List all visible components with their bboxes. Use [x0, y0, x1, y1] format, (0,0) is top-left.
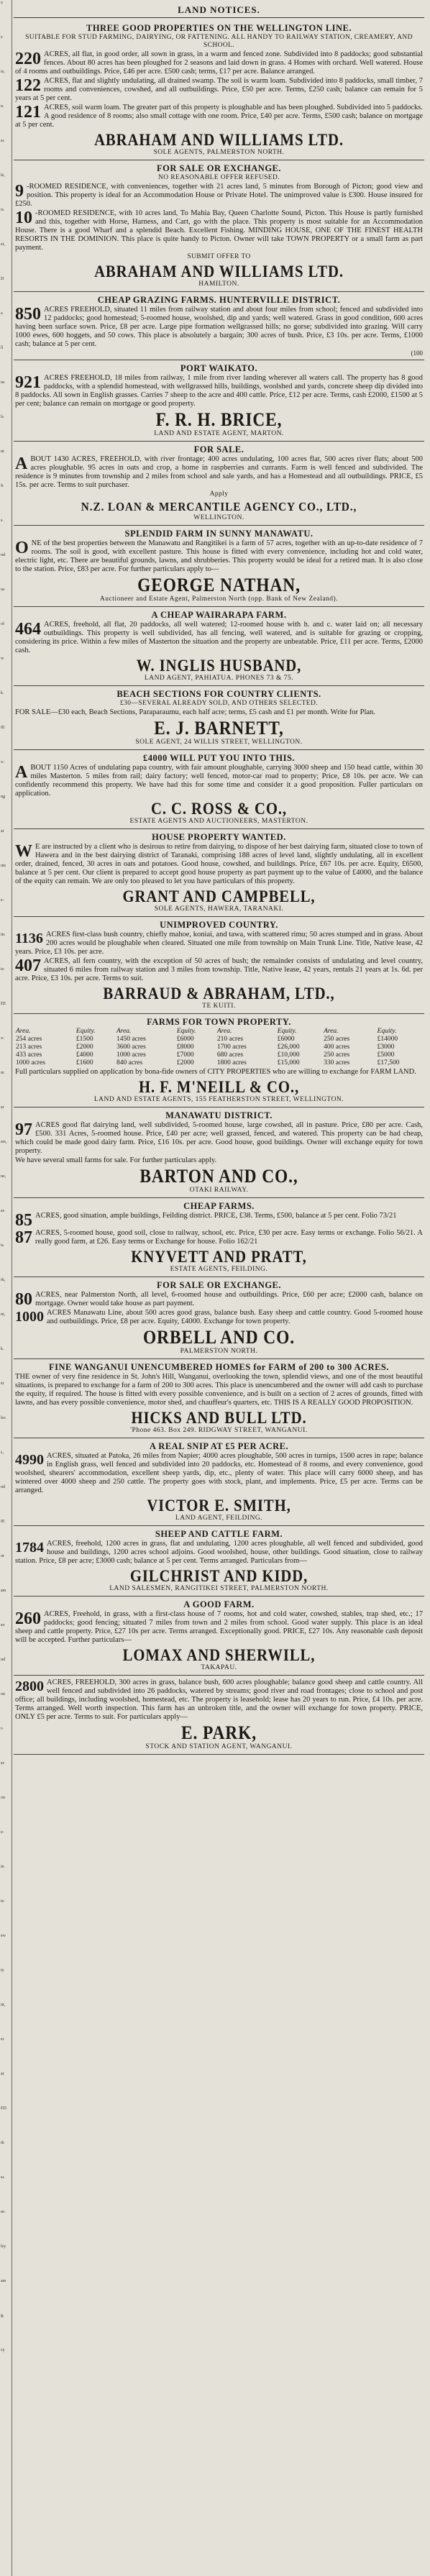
paragraph-text: ACRES, FREEHOLD, 300 acres in grass, balance bush, 600 acres ploughable; balance good sheep and cattle country. All well fenced and subdivided into 26 paddocks, watered by streams; good river and road frontages; close to school and post office; all buildings, including woolshed, homestead, etc. The property is leasehold; lease has 20 years to run. Price, £4 10s. per acre. Terms arranged. Well worth inspection. This farm has an unbroken title, and the owner will exchange for town property. PRICE, ONLY £5 per acre. Terms to suit. For particulars apply—: [15, 1678, 423, 1721]
margin-fragment: to: [1, 967, 4, 972]
margin-fragment: x-: [1, 760, 4, 764]
notice-block: [14, 360, 424, 442]
margin-fragment: in: [1, 1865, 4, 1869]
margin-fragment: g,: [1, 2314, 4, 2318]
paragraph-text: ACRES, freehold, 1200 acres in grass, flat and undulating, 1200 acres ploughable, all well fenced and subdivided, good house and buildings, 1200 acres school adjoins. Good woolshed, house, other buildings. Good situation, close to railway station. Price, £8 per acre; £3000 cash; balance at 5 per cent. Terms arranged. Particulars from—: [15, 1540, 423, 1565]
notice-paragraph: [15, 1678, 423, 1722]
table-cell: 400 acres: [324, 1043, 350, 1051]
margin-fragment: e: [1, 35, 3, 40]
margin-fragment: k.: [1, 1347, 4, 1351]
notice-heading: PORT WAIKATO.: [180, 363, 258, 373]
paragraph-text: BOUT 1150 Acres of undulating papa country, with fair amount ploughable, carrying 3000 sheep and 150 head cattle, within 30 miles Masterton. 5 miles from rail; dairy factory; well fenced, motor-car road to property; Price, £8 10s. per acre. We can confidently recommend this property. We have had this for some time and consider it a good proposition. Fuller particulars on application.: [15, 764, 423, 798]
agent-name: VICTOR E. SMITH,: [147, 1497, 291, 1515]
paragraph-text: ACRES, soil warm loam. The greater part of this property is ploughable and has been ploughed. Subdivided into 5 paddocks. A good residence of 8 rooms; also small cottage with one room. Price, £40 per acre. Terms, £500 cash; balance on mortgage at 5 per cent.: [15, 104, 423, 129]
notice-paragraph: [15, 50, 423, 76]
notice-subheading: NO REASONABLE OFFER REFUSED.: [157, 174, 280, 181]
lead-figure: 87: [15, 1228, 32, 1247]
table-cell: 3600 acres: [116, 1043, 146, 1051]
notice-block: [14, 526, 424, 607]
lead-figure: 464: [15, 620, 41, 639]
margin-fragment: ie,: [1, 70, 5, 74]
agent-name: BARRAUD & ABRAHAM, LTD.,: [103, 985, 335, 1002]
notice-paragraph: [15, 1121, 423, 1156]
margin-fragment: ED: [1, 2106, 6, 2111]
table-row: [15, 1051, 423, 1059]
notice-heading: A REAL SNIP AT £5 PER ACRE.: [149, 1441, 289, 1451]
notice-paragraph: [15, 374, 423, 408]
margin-fragment: le,: [1, 173, 5, 178]
notice-paragraph: [15, 931, 423, 956]
notice-block: [14, 1277, 424, 1359]
table-cell: £1500: [76, 1036, 93, 1043]
margin-fragment: ts: [1, 1243, 4, 1248]
notice-subheading: £30—SEVERAL ALREADY SOLD, AND OTHERS SELECTED.: [120, 700, 318, 707]
table-cell: £6000: [277, 1036, 295, 1043]
table-cell: £4000: [76, 1051, 93, 1059]
margin-fragment: n.: [1, 104, 4, 109]
notice-block: [14, 1359, 424, 1438]
table-cell: 680 acres: [216, 1051, 244, 1059]
notice-paragraph: [15, 1452, 423, 1495]
paragraph-text: ACRES, all fern country, with the exception of 50 acres of bush; the remainder consists of undulating and level country, situated 6 miles from railway station and 3 miles from township. Title, Native lease, 42 years, rentals 21 years at 1s. 6d. per acre. Price, £3 10s. per acre. Terms to suit.: [15, 957, 423, 982]
agent-name: GRANT AND CAMPBELL,: [122, 887, 316, 905]
agent-address: WELLINGTON.: [193, 514, 244, 521]
lead-figure: 97: [15, 1120, 32, 1139]
left-margin-column: [0, 0, 12, 2576]
notice-paragraph: [15, 306, 423, 349]
margin-fragment: ley: [1, 2244, 6, 2249]
lead-figure: W: [15, 842, 32, 861]
agent-address: SOLE AGENTS, PALMERSTON NORTH.: [153, 149, 285, 156]
margin-fragment: cy: [1, 2348, 5, 2352]
table-cell: £10,000: [277, 1051, 300, 1059]
paragraph-text: We have several small farms for sale. For further particulars apply.: [15, 1156, 217, 1164]
margin-fragment: nt,: [1, 1312, 6, 1317]
notice-block: [14, 1676, 424, 1755]
agent-address: SOLE AGENT, 24 WILLIS STREET, WELLINGTON.: [135, 739, 303, 746]
notice-paragraph: [15, 1229, 423, 1246]
margin-fragment: nt,: [1, 2003, 6, 2007]
agent-address: LAND AGENT, FEILDING.: [175, 1515, 263, 1522]
page-header: LAND NOTICES.: [14, 4, 424, 18]
notice-block: [14, 607, 424, 686]
lead-figure: 10: [15, 209, 32, 227]
agent-address: Auctioneer and Estate Agent, Palmerston North (opp. Bank of New Zealand).: [99, 595, 339, 603]
agent-name: H. F. M'NEILL & CO.,: [138, 1078, 300, 1096]
table-cell: £14000: [377, 1036, 398, 1043]
lead-figure: 4990: [15, 1452, 44, 1468]
table-cell: £2000: [176, 1059, 194, 1067]
agent-name: C. C. ROSS & CO.,: [151, 800, 287, 818]
agent-address: LAND SALESMEN, RANGITIKEI STREET, PALMERSTON NORTH.: [109, 1585, 329, 1592]
notice-heading: £4000 WILL PUT YOU INTO THIS.: [142, 753, 296, 763]
agent-name: ABRAHAM AND WILLIAMS LTD.: [94, 262, 344, 280]
margin-fragment: ss: [1, 2175, 4, 2180]
margin-fragment: nd: [1, 1658, 5, 1662]
notice-paragraph: [15, 209, 423, 252]
lead-figure: 921: [15, 373, 41, 392]
agent-address: TAKAPAU.: [201, 1664, 237, 1671]
notice-paragraph: [15, 455, 423, 490]
paragraph-text: ACRES, freehold, all flat, 20 paddocks, all well watered; 12-roomed house with h. and c. water laid on; all necessary outbuildings. This property is well subdivided, has all fencing, well watered, and is suitable for grazing or cropping, considering its price. Within a few miles of Masterton the situation and the property are unbeatable. Price, £11 per acre. Terms, £2000 cash.: [15, 621, 423, 654]
paragraph-text: ACRES, near Palmerston North, all level, 6-roomed house and outbuildings. Price, £60 per acre; £2000 cash, balance on mortgage. Owner would take house as part payment.: [35, 1291, 423, 1307]
margin-fragment: ng: [1, 795, 5, 799]
table-cell: 1800 acres: [216, 1059, 247, 1067]
notice-paragraph: [15, 843, 423, 886]
lead-figure: O: [15, 539, 29, 557]
submit-line: SUBMIT OFFER TO: [187, 253, 251, 260]
lead-figure: 9: [15, 182, 24, 201]
agent-name: KNYVETT AND PRATT,: [131, 1248, 307, 1266]
notice-heading: FOR SALE OR EXCHANGE.: [156, 163, 282, 173]
agent-address: ESTATE AGENTS, FEILDING.: [170, 1266, 268, 1273]
margin-fragment: et: [1, 2037, 4, 2042]
margin-fragment: a: [1, 311, 3, 316]
paragraph-text: ACRES good flat dairying land, well subdivided, 5-roomed house, large cowshed, all in pasture. Price, £80 per acre. Cash, £500. 331 Acres, 5-roomed house. Price, £40 per acre; well grassed, fenced, and watered. This property can be had cheap, which could be made good dairy farm. Price, £16 10s. per acre. Good house, good buildings. Owner will exchange equity for town property.: [15, 1121, 423, 1155]
notice-heading: MANAWATU DISTRICT.: [165, 1110, 273, 1120]
paragraph-text: ACRES FREEHOLD, situated 11 miles from railway station and about four miles from school; fenced and subdivided into 12 paddocks; good homestead; 5-roomed house, woolshed, dip and yards; well watered. Grass in good condition, 600 acres having been surface sown. Price, £8 per acre. Large pipe formation wellgrassed hills; no gorse; subdivided into grazing. Will carry 1000 ewes, 600 hoggets, and 50 cows. This place is absolutely a bargain; 300 acres of bush. Price, £3 10s. per acre. Terms, £1000 cash; balance at 5 per cent.: [15, 306, 423, 348]
paragraph-text: ACRES, situated at Patoka, 26 miles from Napier; 4000 acres ploughable, 500 acres in turnips, 1500 acres in rape; balance in English grass, well fenced and subdivided into 20 paddocks, etc. Homestead of 8 rooms, and every convenience, good woolshed, shearers' accommodation, excellent sheep yards, dip, etc., plenty of water. This place will carry 6000 sheep, and has wintered over 4000 sheep and 250 cattle. The property goes with stock, plant, and implements. Price, £5 per acre. Terms can be arranged.: [15, 1452, 423, 1494]
margin-fragment: to: [1, 1899, 4, 1904]
table-header-cell: Equity.: [176, 1028, 196, 1035]
margin-fragment: se: [1, 1761, 4, 1766]
agent-address: ESTATE AGENTS AND AUCTIONEERS, MASTERTON.: [129, 818, 308, 825]
table-cell: £15,000: [277, 1059, 300, 1067]
margin-fragment: uts: [1, 864, 6, 868]
notice-heading: THREE GOOD PROPERTIES ON THE WELLINGTON LINE.: [86, 23, 352, 33]
agent-address: 'Phone 463. Box 249. RIDGWAY STREET, WANGANUI.: [130, 1427, 308, 1434]
table-cell: £17,500: [377, 1059, 400, 1067]
margin-fragment: et: [1, 1381, 4, 1386]
table-cell: 210 acres: [216, 1036, 244, 1043]
table-header-cell: Area.: [116, 1028, 132, 1035]
margin-fragment: or: [1, 1554, 4, 1558]
table-cell: 250 acres: [324, 1051, 350, 1059]
agent-name: F. R. H. BRICE,: [155, 409, 283, 430]
table-row: [15, 1043, 423, 1051]
table-cell: £1600: [76, 1059, 93, 1067]
margin-fragment: at: [1, 829, 4, 833]
notice-block: [14, 1438, 424, 1526]
notice-paragraph: [15, 764, 423, 798]
table-cell: 250 acres: [324, 1036, 350, 1043]
notice-subheading: SUITABLE FOR STUD FARMING, DAIRYING, OR FATTENING. ALL HANDY TO RAILWAY STATION, CREAMERY, AND SCHOOL.: [25, 34, 413, 49]
notice-paragraph: [15, 621, 423, 655]
margin-fragment: ss: [1, 139, 4, 143]
notice-block: [14, 20, 424, 160]
table-row: [15, 1059, 423, 1067]
margin-fragment: on: [1, 1692, 5, 1696]
notice-heading: CHEAP GRAZING FARMS. HUNTERVILLE DISTRICT.: [97, 295, 341, 305]
paragraph-text: ACRES, Freehold, in grass, with a first-class house of 7 rooms, hot and cold water, cowshed, stables, trap shed, etc.; 17 paddocks; good fencing; situated 7 miles from town and 2 miles from school. Good water supply. This place is an ideal sheep and cattle property. Price, £27 10s per acre. Terms arranged. Exceptionally good. PRICE, £27 10s. Any reasonable cash deposit will be accepted. Further particulars—: [15, 1610, 423, 1644]
notice-heading: HOUSE PROPERTY WANTED.: [152, 832, 286, 842]
margin-fragment: ft: [1, 484, 4, 488]
agent-address: LAND AGENT, PAHIATUA. PHONES 73 & 75.: [144, 675, 294, 682]
agent-name: ABRAHAM AND WILLIAMS LTD.: [94, 131, 344, 149]
notice-heading: BEACH SECTIONS FOR COUNTRY CLIENTS.: [116, 689, 321, 699]
margin-fragment: D: [1, 277, 4, 281]
submit-line: Apply: [209, 490, 229, 498]
margin-fragment: IE: [1, 1520, 5, 1524]
table-cell: £3000: [377, 1043, 395, 1051]
land-notices-column: [14, 4, 424, 2572]
notice-block: [14, 160, 424, 292]
lead-figure: 2800: [15, 1678, 44, 1694]
paragraph-text: NE of the best properties between the Manawatu and Rangitikei is a farm of 57 acres, together with an up-to-date residence of 7 rooms. The soil is good, with excellent pasture. This house is fitted with every convenience, including hot and cold water, electric light, etc. There are beautiful grounds, lawns, and shrubberies. This property would be ideal for a retired man. It is also close to the station. Price, £83 per acre. For further particulars apply to—: [15, 539, 423, 573]
lead-figure: 1784: [15, 1540, 44, 1556]
agent-name: GILCHRIST AND KIDD,: [129, 1567, 308, 1585]
paragraph-text: -ROOMED RESIDENCE, with conveniences, together with 21 acres land, 5 minutes from Borough of Picton; good view and position. This property is ideal for an Accommodation House or Private Hotel. The unimproved value is £300. House insured for £250.: [15, 183, 423, 208]
margin-fragment: IE: [1, 726, 5, 730]
notice-heading: FINE WANGANUI UNENCUMBERED HOMES for FARM of 200 to 300 ACRES.: [48, 1362, 390, 1372]
notice-heading: FOR SALE OR EXCHANGE.: [156, 1280, 282, 1290]
margin-fragment: so: [1, 1623, 5, 1627]
agent-name: E. J. BARNETT,: [154, 718, 284, 739]
table-cell: 1700 acres: [216, 1043, 247, 1051]
notice-heading: SHEEP AND CATTLE FARM.: [155, 1529, 283, 1539]
paragraph-text: THE owner of very fine residence in St. John's Hill, Wanganui, overlooking the town, splendid views, and one of the most beautiful situations, is prepared to exchange for a farm of 200 to 300 acres. This place is unencumbered and the owner will add cash to purchase the equity, if required. The house is fitted with every possible convenience, and is built on a section of 2 acres of grounds, fitted with lawns, and has every possible convenience, motor shed, and chauffeur's quarters, etc. THIS IS A REALLY GOOD PROPOSITION.: [15, 1373, 423, 1407]
margin-fragment: ll: [1, 346, 4, 350]
margin-fragment: w: [1, 657, 4, 661]
notice-paragraph: [15, 1610, 423, 1645]
agent-address: PALMERSTON NORTH.: [180, 1348, 258, 1355]
table-cell: £6000: [176, 1036, 194, 1043]
notice-block: [14, 1014, 424, 1107]
notice-block: [14, 1526, 424, 1597]
agent-address: LAND AND ESTATE AGENTS, 155 FEATHERSTON STREET, WELLINGTON.: [93, 1096, 344, 1103]
table-header-cell: Equity.: [277, 1028, 297, 1035]
margin-fragment: m: [1, 1071, 4, 1075]
notice-paragraph: [15, 183, 423, 209]
margin-fragment: at: [1, 2072, 4, 2076]
margin-fragment: o: [1, 1, 3, 5]
lead-figure: 220: [15, 50, 41, 68]
notice-block: [14, 292, 424, 360]
table-header-cell: Equity.: [377, 1028, 397, 1035]
agent-address: OTAKI RAILWAY.: [189, 1187, 249, 1194]
margin-fragment: ew: [1, 1934, 6, 1938]
paragraph-text: -ROOMED RESIDENCE, with 10 acres land, To Mahia Bay, Queen Charlotte Sound, Picton. This House is partly furnished and this, together with Horse, Harness, and Cart, go with the place. This property is most suitable for an Accommodation House. There is a good Wharf and a splendid Beach. Excellent Fishing. MINDING HOUSE, ONE OF THE FINEST HEALTH RESORTS IN THE DOMINION. This place is quite handy to Picton. Owner will take TOWN PROPERTY or a small farm as part payment.: [15, 209, 423, 252]
margin-fragment: nd: [1, 1485, 5, 1489]
notice-paragraph: [15, 1291, 423, 1308]
lead-figure: A: [15, 763, 28, 782]
margin-fragment: its: [1, 933, 5, 937]
margin-fragment: ty: [1, 1968, 4, 1973]
table-header-cell: Area.: [324, 1028, 339, 1035]
agent-name: W. INGLIS HUSBAND,: [136, 657, 302, 675]
table-row: [15, 1036, 423, 1043]
paragraph-text: ACRES first-class bush country, chiefly mahoe, koniai, and tawa, with scattered rimu; 50 acres stumped and in grass. About 200 acres would be ploughable when cleared. Situated one mile from township on Main Trunk Line. Title, Native lease, 42 years. Price, £3 10s. per acre.: [15, 931, 423, 956]
lead-figure: 121: [15, 103, 41, 122]
margin-fragment: et,: [1, 242, 5, 247]
margin-fragment: us: [1, 588, 5, 592]
notice-paragraph: [15, 1068, 423, 1077]
paragraph-text: ACRES, all flat, in good order, all sown in grass, in a warm and fenced zone. Subdivided into 8 paddocks; good substantial fences. About 80 acres has been ploughed for 2 seasons and laid down in grass. 4 Homes with orchard. Well watered. House of 4 rooms and outbuildings. Price, £46 per acre. £500 cash; terms, £17 per acre. Balance arranged.: [15, 50, 423, 76]
notice-paragraph: [15, 539, 423, 574]
notice-paragraph: [15, 957, 423, 983]
agent-address: HAMILTON.: [198, 280, 239, 288]
agent-name: N.Z. LOAN & MERCANTILE AGENCY CO., LTD.,: [81, 500, 357, 513]
notice-block: [14, 442, 424, 526]
notice-paragraph: [15, 77, 423, 103]
margin-fragment: nd: [1, 553, 5, 557]
margin-fragment: on: [1, 1796, 5, 1800]
table-cell: 254 acres: [16, 1036, 42, 1043]
lead-figure: 85: [15, 1211, 32, 1230]
notice-heading: FARMS FOR TOWN PROPERTY.: [147, 1017, 291, 1027]
margin-fragment: am: [1, 2279, 6, 2283]
agent-name: GEORGE NATHAN,: [137, 575, 301, 595]
notice-paragraph: [15, 1373, 423, 1407]
table-cell: 1000 acres: [16, 1059, 45, 1067]
margin-fragment: th: [1, 2141, 4, 2145]
margin-fragment: x-: [1, 1036, 4, 1041]
lead-figure: 407: [15, 956, 41, 975]
agent-address: LAND AND ESTATE AGENT, MARTON.: [154, 430, 284, 437]
notice-block: [14, 750, 424, 829]
lead-figure: 1136: [15, 931, 43, 946]
notice-paragraph: [15, 708, 423, 717]
table-cell: £5000: [377, 1051, 395, 1059]
lead-figure: 80: [15, 1290, 32, 1309]
lead-figure: 260: [15, 1609, 41, 1628]
notice-heading: FOR SALE.: [193, 444, 244, 455]
agent-name: LOMAX AND SHERWILL,: [122, 1646, 316, 1664]
table-header-cell: Area.: [16, 1028, 31, 1035]
table-cell: £7000: [176, 1051, 194, 1059]
margin-fragment: e-: [1, 1830, 4, 1835]
margin-fragment: of: [1, 622, 4, 626]
margin-fragment: s.: [1, 519, 4, 523]
paragraph-text: ACRES, 5-roomed house, good soil, close to railway, school, etc. Price, £30 per acre. Easy terms or exchange. Folio 56/21. A really good farm, at £26. Easy terms or Exchange for house. Folio 162/21: [35, 1229, 423, 1246]
paragraph-text: FOR SALE—£30 each, Beach Sections, Paraparaumu, each half acre; terms, £5 cash and £1 per month. Write for Plan.: [15, 708, 375, 716]
agent-name: ORBELL AND CO.: [143, 1327, 295, 1348]
notice-heading: CHEAP FARMS.: [183, 1201, 255, 1211]
paragraph-text: E are instructed by a client who is desirous to retire from dairying, to dispose of her best dairying farm, situated close to town of Hawera and in the best dairying district of Taranaki, comprising 188 acres of level land, slightly undulating, all in excellent order, drained, fenced, 30 acres in oats and potatoes. Good house, cowshed, and buildings. Price, £67 10s. per acre. Equity, £6500, balance at 5 per cent. Our client is prepared to accept good house property as part payment up to the value of £4000, and the balance of the equity can remain. We are only too pleased to let you have particulars of this property.: [15, 843, 423, 885]
agent-address: TE KUITI.: [202, 1002, 236, 1010]
margin-fragment: rs: [1, 208, 4, 212]
margin-fragment: ne,: [1, 1174, 6, 1179]
paragraph-text: ACRES, flat and slightly undulating, all drained swamp. The soil is warm loam. Subdivided into 8 paddocks, small timber, 7 rooms and conveniences, cowshed, and all outbuildings. Price, £50 per acre. Terms, £250 cash; balance can remain for 5 years at 5 per cent.: [15, 77, 423, 102]
paragraph-text: BOUT 1430 ACRES, FREEHOLD, with river frontage; 400 acres undulating, 100 acres flat, 500 acres river flats; about 500 acres ploughable. 95 acres in oats and crop, a home in raspberries and currants. Farm is well fenced and subdivided. The residence is 9 minutes from township and 2 miles from school and sale yards, and has a Homestead and all outbuildings. PRICE, £5 15s. per acre. Terms to suit purchaser.: [15, 455, 423, 489]
margin-fragment: ns: [1, 380, 5, 385]
notice-paragraph: [15, 104, 423, 129]
margin-fragment: ar: [1, 1105, 4, 1110]
margin-fragment: nt: [1, 449, 4, 454]
margin-fragment: r-: [1, 1727, 4, 1731]
paragraph-text: ACRES FREEHOLD, 18 miles from railway, 1 mile from river landing wherever all waters call. The property has 8 good paddocks, with a splendid homestead, with wellgrassed hills, buildings, woolshed and yards, concrete sheep dip divided into 8 paddocks. All sown in English grasses. Carries 7 sheep to the acre and 400 cattle. Price, £12 per acre. Terms, cash £2000, £1500 at 5 per cent; balance can remain on mortgage or good property.: [15, 374, 423, 408]
agent-name: BARTON AND CO.,: [139, 1166, 298, 1187]
margin-fragment: as: [1, 1209, 4, 1213]
notice-heading: SPLENDID FARM IN SUNNY MANAWATU.: [124, 529, 314, 539]
notice-heading: UNIMPROVED COUNTRY.: [160, 920, 278, 930]
notice-block: [14, 1198, 424, 1277]
notice-block: [14, 829, 424, 917]
notice-paragraph: [15, 1309, 423, 1326]
margin-fragment: ls: [1, 415, 4, 419]
notice-paragraph: [15, 1156, 423, 1165]
notice-block: [14, 1107, 424, 1198]
lead-figure: 1000: [15, 1309, 44, 1325]
margin-fragment: s,: [1, 1451, 4, 1455]
margin-fragment: e-: [1, 898, 4, 903]
agent-address: STOCK AND STATION AGENT, WANGANUI.: [145, 1743, 293, 1750]
table-header-cell: Area.: [216, 1028, 232, 1035]
margin-fragment: ars,: [1, 1140, 7, 1144]
paragraph-text: Full particulars supplied on application by bona-fide owners of CITY PROPERTIES who are willing to exchange for FARM LAND.: [15, 1068, 416, 1076]
margin-fragment: rk,: [1, 1278, 6, 1282]
table-cell: 840 acres: [116, 1059, 143, 1067]
lead-figure: 122: [15, 76, 41, 95]
table-cell: 433 acres: [16, 1051, 42, 1059]
margin-fragment: am: [1, 1589, 6, 1593]
lead-figure: A: [15, 455, 28, 473]
notice-heading: A CHEAP WAIRARAPA FARM.: [151, 610, 287, 620]
table-cell: 330 acres: [324, 1059, 350, 1067]
paragraph-text: ACRES, good situation, ample buildings, Feilding district. PRICE, £38. Terms, £500, balance at 5 per cent. Folio 73/21: [35, 1212, 397, 1220]
margin-fragment: les: [1, 1416, 6, 1420]
notice-block: [14, 917, 424, 1014]
table-cell: £26,000: [277, 1043, 300, 1051]
margin-fragment: k.: [1, 691, 4, 695]
table-cell: 1450 acres: [116, 1036, 146, 1043]
agent-address: SOLE AGENTS, HAWERA, TARANAKI.: [154, 905, 284, 913]
table-cell: £2000: [76, 1043, 93, 1051]
notice-block: [14, 686, 424, 750]
agent-name: E. PARK,: [181, 1722, 257, 1743]
notice-footnote: (100: [411, 350, 423, 357]
table-cell: 1000 acres: [116, 1051, 146, 1059]
notice-block: [14, 1597, 424, 1676]
agent-name: HICKS AND BULL LTD.: [131, 1409, 307, 1427]
margin-fragment: m-: [1, 2210, 6, 2214]
table-header-cell: Equity.: [76, 1028, 96, 1035]
notice-heading: A GOOD FARM.: [183, 1599, 255, 1609]
table-cell: £8000: [176, 1043, 194, 1051]
table-cell: 213 acres: [16, 1043, 42, 1051]
notice-paragraph: [15, 1540, 423, 1566]
notice-paragraph: [15, 1212, 423, 1228]
paragraph-text: ACRES Manawatu Line, about 500 acres good grass, balance bush. Easy sheep and cattle country. Good 5-roomed house and outbuildings. Price, £8 per acre. Equity, £4000. Exchange for town property.: [47, 1309, 423, 1325]
lead-figure: 850: [15, 305, 41, 324]
exchange-table: [15, 1028, 423, 1067]
margin-fragment: EE: [1, 1002, 6, 1006]
